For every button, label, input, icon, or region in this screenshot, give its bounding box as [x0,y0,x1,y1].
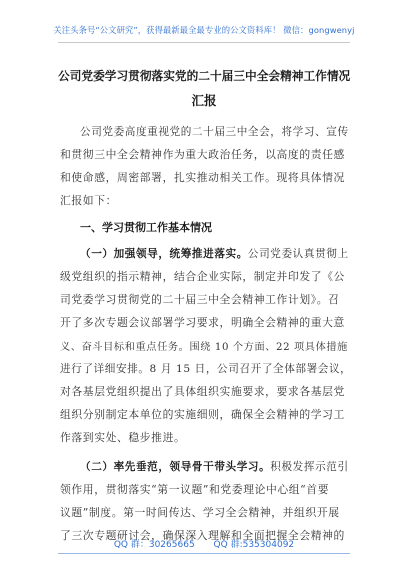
paragraph-line: 作落到实处、稳步推进。 [60,431,186,444]
subsection-text: 公司党委认真贯彻上 [247,248,349,260]
paragraph-line: 开了多次专题会议部署学习要求，明确全会精神的重大意 [60,316,345,329]
section-heading: 一、学习贯彻工作基本情况 [80,221,212,234]
qq-group-1: QQ 群：30265665 [113,540,195,550]
paragraph-line: 进行了详细安排。8 月 15 日，公司召开了全体部署会议， [60,363,352,375]
subsection-heading: （二）率先垂范，领导骨干带头学习。 [80,461,271,473]
document-title-line2: 汇报 [191,93,217,108]
subsection-text: 积极发挥示范引 [270,461,349,473]
paragraph-line: 议题”制度。第一时间传达、学习全会精神，并组织开展 [60,506,340,519]
paragraph-line: 和使命感，周密部署，扎实推动相关工作。现将具体情况 [60,171,345,184]
subsection-heading: （一）加强领导，统筹推进落实。 [80,248,248,260]
paragraph-line: 和贯彻三中全会精神作为重大政治任务，以高度的责任感 [60,148,345,161]
paragraph-line: 了三次专题研讨会，确保深入理解和全面把握全会精神的 [60,529,345,542]
subsection-first-line [80,246,350,261]
paragraph-line: 对各基层党组织提出了具体组织实施要求，要求各基层党 [60,385,345,398]
paragraph-line: 义、奋斗目标和重点任务。围绕 10 个方面、22 项具体措施 [60,342,348,353]
header-divider [58,42,350,43]
header-banner: 关注头条号“公文研究”，获得最新最全最专业的公文资料库！ 微信：gongwenyj [53,25,355,35]
document-title-line1: 公司党委学习贯彻落实党的二十届三中全会精神工作情况 [58,69,351,83]
paragraph-line: 汇报如下： [60,194,117,207]
footer-divider [58,553,350,554]
qq-group-2: QQ 群:535304092 [213,540,295,550]
paragraph-line: 司党委学习贯彻党的二十届三中全会精神工作计划》。召 [60,293,340,306]
paragraph-line: 级党组织的指示精神，结合企业实际，制定并印发了《公 [60,270,345,283]
paragraph-line: 组织分别制定本单位的实施细则，确保全会精神的学习工 [60,408,345,421]
footer-contacts [0,537,408,550]
subsection-first-line [80,459,350,474]
paragraph-line: 公司党委高度重视党的二十届三中全会，将学习、宣传 [80,126,349,138]
paragraph-line: 领作用，贯彻落实“第一议题”和党委理论中心组“首要 [60,483,330,496]
